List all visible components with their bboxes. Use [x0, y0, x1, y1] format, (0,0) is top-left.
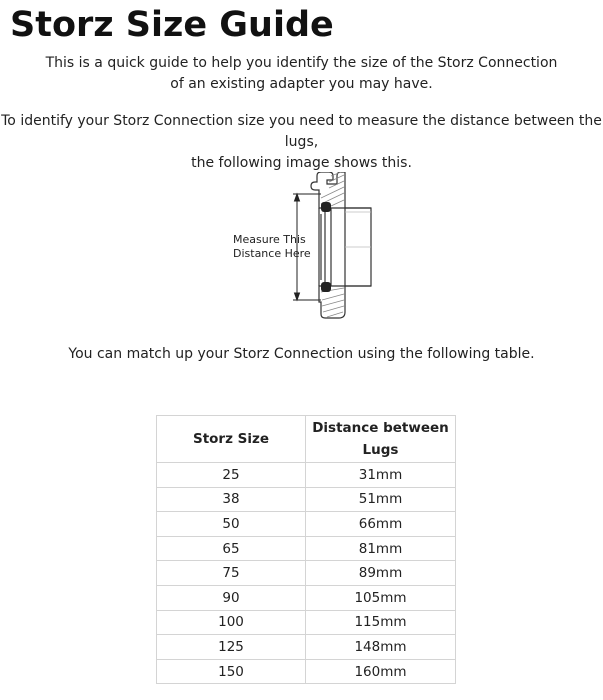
table-row — [157, 512, 456, 537]
table-header-row — [157, 416, 456, 463]
storz-diagram — [225, 172, 385, 324]
measure-line-1: To identify your Storz Connection size you need to measure the distance between the lugs, — [1, 113, 602, 150]
distance-cell: 51mm — [306, 487, 456, 512]
size-cell: 90 — [157, 585, 306, 610]
intro-line-2: of an existing adapter you may have. — [170, 76, 433, 92]
distance-cell: 105mm — [306, 585, 456, 610]
size-cell: 150 — [157, 659, 306, 684]
distance-cell: 148mm — [306, 635, 456, 660]
storz-size-table — [156, 415, 456, 684]
table-row — [157, 487, 456, 512]
distance-cell: 115mm — [306, 610, 456, 635]
intro-paragraph — [0, 53, 603, 95]
distance-cell: 89mm — [306, 561, 456, 586]
figure-label-line-1: Measure This — [233, 233, 306, 246]
distance-cell: 66mm — [306, 512, 456, 537]
table-row — [157, 659, 456, 684]
section-hatching — [321, 172, 371, 317]
page-title: Storz Size Guide — [10, 5, 334, 45]
seal-rings — [321, 202, 331, 292]
match-paragraph: You can match up your Storz Connection using the following table. — [68, 346, 535, 362]
size-cell: 50 — [157, 512, 306, 537]
size-cell: 75 — [157, 561, 306, 586]
header-distance-between-lugs: Distance between Lugs — [306, 416, 456, 463]
distance-cell: 31mm — [306, 463, 456, 488]
header-storz-size: Storz Size — [157, 416, 306, 463]
table-row — [157, 463, 456, 488]
measure-paragraph — [0, 111, 603, 174]
intro-line-1: This is a quick guide to help you identify the size of the Storz Connection — [45, 55, 558, 71]
size-cell: 125 — [157, 635, 306, 660]
distance-cell: 81mm — [306, 536, 456, 561]
measure-line-2: the following image shows this. — [191, 155, 412, 171]
size-cell: 65 — [157, 536, 306, 561]
distance-cell: 160mm — [306, 659, 456, 684]
size-cell: 25 — [157, 463, 306, 488]
table-row — [157, 536, 456, 561]
table-row — [157, 610, 456, 635]
table-row — [157, 635, 456, 660]
table-row — [157, 585, 456, 610]
table-row — [157, 561, 456, 586]
figure-label-line-2: Distance Here — [233, 247, 311, 260]
size-cell: 100 — [157, 610, 306, 635]
size-cell: 38 — [157, 487, 306, 512]
